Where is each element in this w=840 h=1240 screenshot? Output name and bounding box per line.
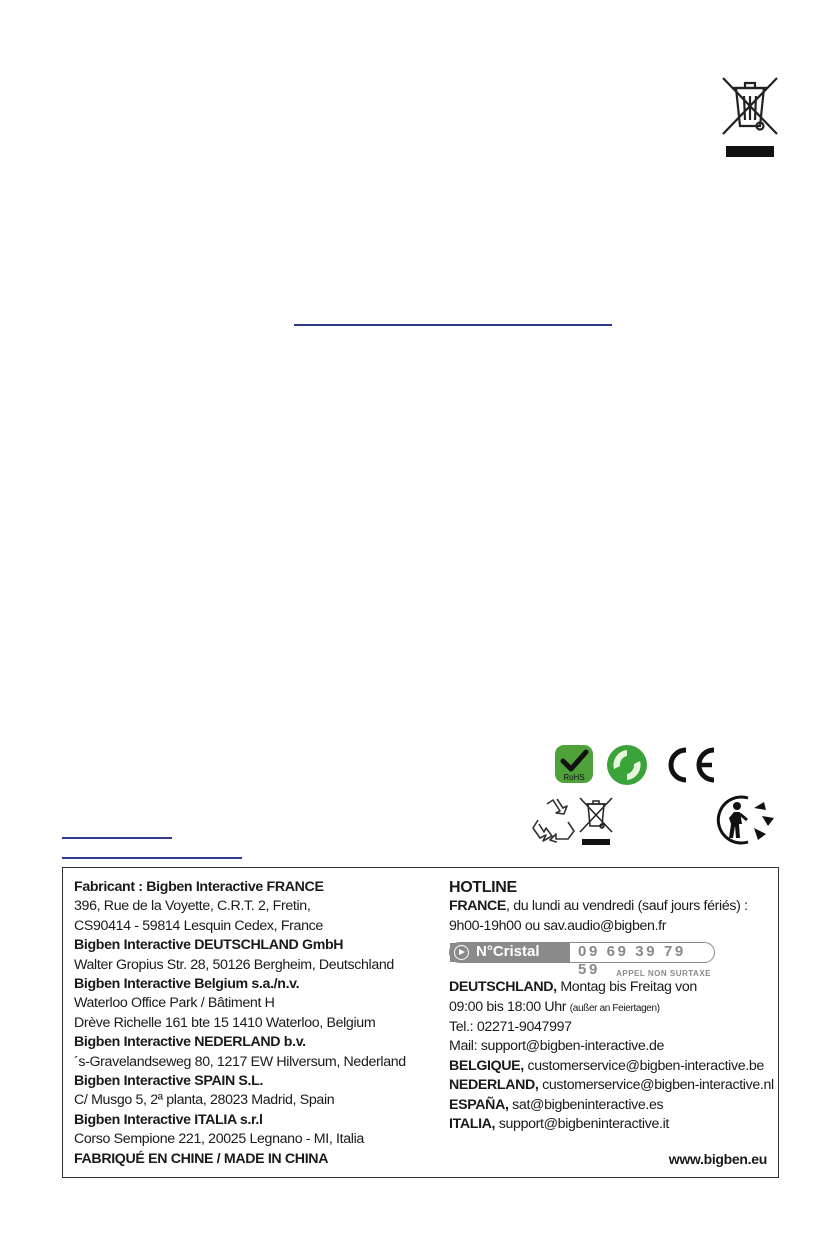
hotline-france-contact[interactable]: 9h00-19h00 ou sav.audio@bigben.fr <box>449 917 667 934</box>
rohs-check-icon <box>554 744 594 784</box>
cristal-note: APPEL NON SURTAXE <box>616 969 711 979</box>
hotline-germany <box>449 978 779 997</box>
triman-icon <box>720 794 780 846</box>
hotline-belgium <box>449 1057 779 1076</box>
hotline-hours: 09:00 bis 18:00 Uhr <box>449 998 570 1015</box>
ce-mark-icon <box>662 746 718 784</box>
hotline-france <box>449 897 779 916</box>
hotline-spain <box>449 1096 779 1115</box>
address-line: CS90414 - 59814 Lesquin Cedex, France <box>74 917 323 934</box>
recycle-icon <box>530 798 576 842</box>
hotline-hours: , du lundi au vendredi (sauf jours fériés) : <box>506 898 748 915</box>
email-link[interactable]: support@bigbeninteractive.it <box>495 1116 669 1133</box>
address-line: ´s-Gravelandseweg 80, 1217 EW Hilversum, Nederland <box>74 1053 406 1070</box>
company-name: Bigben Interactive Belgium s.a./n.v. <box>74 976 300 993</box>
address-line: 396, Rue de la Voyette, C.R.T. 2, Fretin, <box>74 898 311 915</box>
hotline-title: HOTLINE <box>449 879 517 896</box>
address-line: Walter Gropius Str. 28, 50126 Bergheim, Deutschland <box>74 956 394 973</box>
address-line: Corso Sempione 221, 20025 Legnano - MI, Italia <box>74 1131 364 1148</box>
green-dot-icon <box>606 744 648 786</box>
country-label: ITALIA, <box>449 1116 496 1133</box>
company-name: Bigben Interactive NEDERLAND b.v. <box>74 1034 306 1051</box>
hyperlink-underline[interactable] <box>62 837 172 839</box>
contact-info-box <box>62 867 779 1178</box>
hotline-italy <box>449 1115 779 1134</box>
hotline-days: Montag bis Freitag von <box>556 979 697 996</box>
company-name: Bigben Interactive DEUTSCHLAND GmbH <box>74 937 344 954</box>
cristal-phone-number: 09 69 39 79 59 <box>578 943 686 979</box>
hotline-netherlands <box>449 1076 779 1095</box>
cristal-number-badge[interactable] <box>449 942 715 979</box>
crossed-out-wheelie-bin-icon <box>578 796 614 846</box>
svg-text:RoHS: RoHS <box>563 773 585 782</box>
crossed-out-wheelie-bin-icon <box>720 74 780 158</box>
hotline-germany-hours <box>449 998 779 1018</box>
email-link[interactable]: sat@bigbeninteractive.es <box>508 1096 664 1113</box>
address-line: C/ Musgo 5, 2ª planta, 28023 Madrid, Spain <box>74 1092 335 1109</box>
country-label: FRANCE <box>449 898 507 915</box>
country-label: DEUTSCHLAND, <box>449 979 557 996</box>
hotline-germany-tel[interactable]: Tel.: 02271-9047997 <box>449 1019 572 1036</box>
hyperlink-underline[interactable] <box>62 857 242 859</box>
country-label: BELGIQUE, <box>449 1057 524 1074</box>
cristal-label: N°Cristal <box>476 943 540 961</box>
email-link[interactable]: customerservice@bigben-interactive.be <box>523 1057 764 1074</box>
hotline-note: (außer an Feiertagen) <box>569 1002 660 1014</box>
email-link[interactable]: customerservice@bigben-interactive.nl <box>538 1077 774 1094</box>
hyperlink-underline[interactable] <box>294 324 612 326</box>
company-name: Bigben Interactive SPAIN S.L. <box>74 1073 264 1090</box>
country-label: ESPAÑA, <box>449 1096 509 1113</box>
hotline-germany-mail[interactable]: Mail: support@bigben-interactive.de <box>449 1038 665 1055</box>
hotline-section <box>449 878 779 1134</box>
company-name: Fabricant : Bigben Interactive FRANCE <box>74 879 324 895</box>
company-name: FABRIQUÉ EN CHINE / MADE IN CHINA <box>74 1150 329 1167</box>
address-line: Waterloo Office Park / Bâtiment H <box>74 995 275 1012</box>
address-line: Drève Richelle 161 bte 15 1410 Waterloo, Belgium <box>74 1014 376 1031</box>
country-label: NEDERLAND, <box>449 1077 539 1094</box>
website-link[interactable]: www.bigben.eu <box>668 1151 767 1167</box>
company-name: Bigben Interactive ITALIA s.r.l <box>74 1111 263 1128</box>
manufacturer-addresses <box>74 878 434 1169</box>
